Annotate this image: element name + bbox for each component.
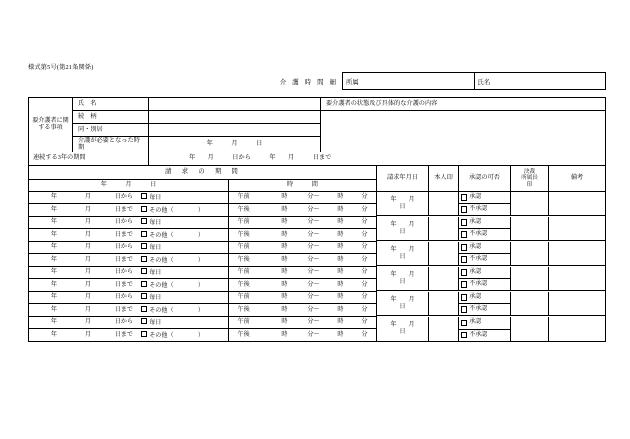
row-pm-minute: 分 (361, 206, 368, 213)
row-decision-seal[interactable] (511, 192, 549, 216)
row-am-label: 午前 (237, 319, 250, 326)
row-am-label: 午前 (237, 194, 250, 201)
table-row (29, 242, 605, 267)
applicant-item-row-residence (73, 124, 320, 137)
checkbox-icon[interactable] (141, 256, 147, 262)
checkbox-icon[interactable] (141, 293, 147, 299)
checkbox-icon[interactable] (141, 306, 147, 312)
checkbox-icon[interactable] (141, 218, 147, 224)
row-from-month: 月 (84, 319, 91, 326)
row-time-am[interactable] (229, 317, 376, 329)
row-am-minute: 分 (361, 194, 368, 201)
row-period-date (29, 292, 229, 317)
row-period-from[interactable] (29, 317, 228, 329)
row-to-month: 月 (84, 331, 91, 338)
row-approval (459, 317, 511, 341)
applicant-left (29, 98, 321, 152)
row-to-year: 年 (50, 231, 57, 238)
row-pm-minute: 分 (361, 231, 368, 238)
checkbox-icon[interactable] (141, 231, 147, 237)
row-time-pm[interactable] (229, 279, 376, 291)
row-pm-hour: 時 (281, 256, 288, 263)
row-time-am[interactable] (229, 267, 376, 279)
row-from-month: 月 (84, 219, 91, 226)
row-other-check[interactable]: その他（ ） (141, 281, 204, 290)
row-am-hour: 時 (281, 319, 288, 326)
row-other-check[interactable]: その他（ ） (141, 206, 204, 215)
row-to-year: 年 (50, 281, 57, 288)
row-pm-minute: 分 (361, 306, 368, 313)
checkbox-icon[interactable] (461, 269, 467, 275)
row-pm-hour: 時 (281, 281, 288, 288)
applicant-relation-value[interactable] (149, 111, 320, 124)
row-period-time (229, 317, 377, 341)
row-period-to[interactable] (29, 304, 228, 316)
row-from-year: 年 (50, 244, 57, 251)
row-approval (459, 242, 511, 266)
decision-header-line1: 決裁 (523, 169, 536, 176)
row-disapprove-option[interactable]: 不承認 (459, 229, 510, 240)
applicant-block-label-line1: 要介護者に関 (32, 118, 69, 125)
row-disapprove-option[interactable]: 不承認 (459, 204, 510, 215)
row-period-time (229, 242, 377, 267)
applicant-residence-label: 同・別居 (73, 124, 149, 137)
row-am-minute-from: 分～ (307, 219, 320, 226)
page-title: 介 護 時 間 細 (279, 78, 339, 86)
row-from-day: 日から (114, 319, 133, 326)
row-approval (459, 267, 511, 291)
checkbox-icon[interactable] (141, 318, 147, 324)
row-daily-check[interactable]: 毎日 (141, 318, 161, 327)
row-am-label: 午前 (237, 269, 250, 276)
checkbox-icon[interactable] (461, 206, 467, 212)
row-disapprove-option[interactable]: 不承認 (459, 254, 510, 265)
decision-header-line2: 所属長 (521, 175, 538, 182)
checkbox-icon[interactable] (141, 281, 147, 287)
row-to-month: 月 (84, 281, 91, 288)
row-other-check[interactable]: その他（ ） (141, 231, 204, 240)
applicant-start-value[interactable]: 年 月 日 (206, 140, 263, 148)
row-remarks[interactable] (549, 267, 605, 291)
row-am-hour2: 時 (337, 294, 344, 301)
row-request-date[interactable]: 年 月 日 (377, 317, 429, 341)
table-row (29, 267, 605, 292)
row-remarks[interactable] (549, 217, 605, 241)
table-row (29, 317, 605, 341)
row-pm-minute-from: 分～ (307, 331, 320, 338)
row-am-minute-from: 分～ (307, 194, 320, 201)
approval-header: 承認の可否 (459, 166, 511, 192)
row-decision-seal[interactable] (511, 292, 549, 316)
row-decision-seal[interactable] (511, 217, 549, 241)
row-daily-check[interactable]: 毎日 (141, 218, 161, 227)
row-am-hour2: 時 (337, 244, 344, 251)
row-period-from[interactable] (29, 242, 228, 254)
row-time-pm[interactable] (229, 204, 376, 216)
row-remarks[interactable] (549, 317, 605, 341)
row-am-hour2: 時 (337, 194, 344, 201)
row-request-date[interactable]: 年 月 日 (377, 192, 429, 216)
period-time-header: 時 間 (229, 180, 376, 192)
row-from-month: 月 (84, 269, 91, 276)
row-am-minute-from: 分～ (307, 294, 320, 301)
row-am-hour: 時 (281, 194, 288, 201)
condition-header: 要介護者の状態及び具体的な介護の内容 (321, 98, 605, 111)
checkbox-icon[interactable] (461, 219, 467, 225)
row-pm-label: 午後 (237, 331, 250, 338)
row-from-year: 年 (50, 269, 57, 276)
row-pm-hour: 時 (281, 306, 288, 313)
checkbox-icon[interactable] (141, 193, 147, 199)
checkbox-icon[interactable] (461, 306, 467, 312)
row-from-day: 日から (114, 194, 133, 201)
row-pm-hour2: 時 (337, 206, 344, 213)
row-period-from[interactable] (29, 292, 228, 304)
row-to-day: 日まで (114, 281, 133, 288)
row-daily-check[interactable]: 毎日 (141, 243, 161, 252)
row-approval (459, 192, 511, 216)
row-am-minute-from: 分～ (307, 319, 320, 326)
checkbox-icon[interactable] (461, 320, 467, 326)
applicant-relation-label: 続 柄 (73, 111, 149, 124)
row-pm-minute-from: 分～ (307, 206, 320, 213)
row-to-year: 年 (50, 331, 57, 338)
row-pm-hour2: 時 (337, 331, 344, 338)
condition-block (321, 98, 605, 152)
row-approval (459, 292, 511, 316)
row-am-minute-from: 分～ (307, 244, 320, 251)
applicant-left-inner (29, 98, 320, 152)
row-period-date (29, 242, 229, 267)
row-am-minute: 分 (361, 244, 368, 251)
row-pm-hour: 時 (281, 231, 288, 238)
row-to-month: 月 (84, 206, 91, 213)
row-disapprove-option[interactable]: 不承認 (459, 279, 510, 290)
row-am-label: 午前 (237, 219, 250, 226)
row-from-day: 日から (114, 219, 133, 226)
header-field-affiliation (342, 72, 474, 90)
row-period-from[interactable] (29, 267, 228, 279)
row-to-year: 年 (50, 306, 57, 313)
row-remarks[interactable] (549, 292, 605, 316)
row-pm-minute: 分 (361, 256, 368, 263)
condition-value[interactable] (321, 111, 605, 152)
row-pm-minute-from: 分～ (307, 306, 320, 313)
checkbox-icon[interactable] (141, 331, 147, 337)
row-from-year: 年 (50, 319, 57, 326)
period-subheaders (29, 180, 376, 192)
row-time-pm[interactable] (229, 229, 376, 241)
personal-seal-header: 本人印 (429, 166, 459, 192)
decision-header (511, 166, 549, 192)
header-field-affiliation-label: 所属 (346, 78, 359, 86)
row-from-day: 日から (114, 294, 133, 301)
form-number: 様式第5号(第21条関係) (28, 64, 94, 71)
row-pm-label: 午後 (237, 206, 250, 213)
row-am-minute-from: 分～ (307, 269, 320, 276)
applicant-block-label-line2: する事項 (38, 125, 63, 131)
checkbox-icon[interactable] (461, 332, 467, 338)
row-pm-hour2: 時 (337, 231, 344, 238)
row-approve-option[interactable]: 承認 (459, 267, 510, 279)
header-field-affiliation-value[interactable] (373, 73, 474, 89)
applicant-name-label: 氏 名 (73, 98, 149, 111)
row-personal-seal[interactable] (429, 192, 459, 216)
row-pm-label: 午後 (237, 306, 250, 313)
three-year-value[interactable]: 年 月 日から 年 月 日まで (149, 152, 605, 166)
row-period-date (29, 267, 229, 292)
row-period-date (29, 317, 229, 341)
row-from-month: 月 (84, 244, 91, 251)
row-time-pm[interactable] (229, 254, 376, 266)
row-time-am[interactable] (229, 292, 376, 304)
period-group-header: 請 求 の 期 間 (29, 166, 376, 180)
row-pm-hour2: 時 (337, 256, 344, 263)
row-other-check[interactable]: その他（ ） (141, 331, 204, 340)
table-row (29, 192, 605, 217)
row-pm-minute-from: 分～ (307, 281, 320, 288)
row-to-month: 月 (84, 256, 91, 263)
row-other-check[interactable]: その他（ ） (141, 256, 204, 265)
row-pm-minute-from: 分～ (307, 231, 320, 238)
row-period-date (29, 217, 229, 242)
applicant-items (73, 98, 320, 152)
row-disapprove-option[interactable]: 不承認 (459, 330, 510, 342)
applicant-name-value[interactable] (149, 98, 320, 111)
row-am-minute: 分 (361, 219, 368, 226)
row-to-month: 月 (84, 231, 91, 238)
row-pm-minute: 分 (361, 331, 368, 338)
checkbox-icon[interactable] (461, 281, 467, 287)
row-approve-option[interactable]: 承認 (459, 217, 510, 229)
row-am-label: 午前 (237, 294, 250, 301)
row-to-year: 年 (50, 256, 57, 263)
row-period-to[interactable] (29, 254, 228, 266)
row-from-day: 日から (114, 244, 133, 251)
row-period-to[interactable] (29, 204, 228, 216)
row-am-minute: 分 (361, 294, 368, 301)
row-personal-seal[interactable] (429, 292, 459, 316)
applicant-block-label (29, 98, 73, 152)
row-pm-hour2: 時 (337, 306, 344, 313)
row-period-time (229, 267, 377, 292)
checkbox-icon[interactable] (461, 256, 467, 262)
row-period-to[interactable] (29, 279, 228, 291)
applicant-item-row-name (73, 98, 320, 111)
row-personal-seal[interactable] (429, 267, 459, 291)
row-decision-seal[interactable] (511, 267, 549, 291)
row-am-label: 午前 (237, 244, 250, 251)
row-from-month: 月 (84, 294, 91, 301)
row-decision-seal[interactable] (511, 242, 549, 266)
row-approve-option[interactable]: 承認 (459, 292, 510, 304)
row-period-to[interactable] (29, 229, 228, 241)
row-period-time (229, 217, 377, 242)
row-pm-label: 午後 (237, 231, 250, 238)
row-pm-hour: 時 (281, 206, 288, 213)
row-am-hour2: 時 (337, 219, 344, 226)
row-to-day: 日まで (114, 231, 133, 238)
row-am-hour: 時 (281, 294, 288, 301)
row-from-day: 日から (114, 269, 133, 276)
row-period-from[interactable] (29, 217, 228, 229)
row-request-date[interactable]: 年 月 日 (377, 217, 429, 241)
checkbox-icon[interactable] (461, 231, 467, 237)
applicant-section (29, 98, 605, 152)
row-daily-check[interactable]: 毎日 (141, 193, 161, 202)
checkbox-icon[interactable] (461, 294, 467, 300)
row-approve-option[interactable]: 承認 (459, 192, 510, 204)
row-from-year: 年 (50, 294, 57, 301)
row-pm-label: 午後 (237, 256, 250, 263)
row-request-date[interactable]: 年 月 日 (377, 292, 429, 316)
row-time-am[interactable] (229, 192, 376, 204)
applicant-item-row-start (73, 137, 320, 152)
applicant-item-row-relation (73, 111, 320, 124)
row-am-hour2: 時 (337, 269, 344, 276)
row-am-minute: 分 (361, 269, 368, 276)
row-pm-minute: 分 (361, 281, 368, 288)
checkbox-icon[interactable] (141, 206, 147, 212)
table-body (29, 192, 605, 341)
row-time-pm[interactable] (229, 304, 376, 316)
row-am-hour: 時 (281, 244, 288, 251)
row-am-minute: 分 (361, 319, 368, 326)
row-other-check[interactable]: その他（ ） (141, 306, 204, 315)
row-request-date[interactable]: 年 月 日 (377, 242, 429, 266)
row-to-day: 日まで (114, 206, 133, 213)
row-time-am[interactable] (229, 242, 376, 254)
table-header (29, 166, 605, 192)
row-pm-hour: 時 (281, 331, 288, 338)
row-remarks[interactable] (549, 192, 605, 216)
row-period-from[interactable] (29, 192, 228, 204)
row-from-year: 年 (50, 194, 57, 201)
checkbox-icon[interactable] (141, 243, 147, 249)
row-approve-option[interactable]: 承認 (459, 242, 510, 254)
row-personal-seal[interactable] (429, 217, 459, 241)
checkbox-icon[interactable] (461, 244, 467, 250)
row-period-time (229, 292, 377, 317)
row-am-hour: 時 (281, 269, 288, 276)
header-row (276, 72, 606, 90)
row-to-month: 月 (84, 306, 91, 313)
row-request-date[interactable]: 年 月 日 (377, 267, 429, 291)
row-period-date (29, 192, 229, 217)
row-period-time (229, 192, 377, 217)
three-year-row (29, 152, 605, 166)
row-disapprove-option[interactable]: 不承認 (459, 304, 510, 315)
applicant-start-label: 介護が必要となった時期 (73, 137, 149, 152)
request-date-header: 請求年月日 (377, 166, 429, 192)
row-am-hour2: 時 (337, 319, 344, 326)
row-from-month: 月 (84, 194, 91, 201)
remarks-header: 備考 (549, 166, 605, 192)
row-personal-seal[interactable] (429, 242, 459, 266)
row-to-day: 日まで (114, 256, 133, 263)
row-pm-minute-from: 分～ (307, 256, 320, 263)
row-to-year: 年 (50, 206, 57, 213)
applicant-residence-value[interactable] (149, 124, 320, 137)
table-row (29, 292, 605, 317)
row-am-hour: 時 (281, 219, 288, 226)
row-approval (459, 217, 511, 241)
table-row (29, 217, 605, 242)
row-from-year: 年 (50, 219, 57, 226)
row-pm-label: 午後 (237, 281, 250, 288)
three-year-label: 連続する3年の期間 (29, 152, 149, 166)
header-field-name-value[interactable] (505, 73, 606, 89)
header-field-name (474, 72, 607, 90)
row-decision-seal[interactable] (511, 317, 549, 341)
row-personal-seal[interactable] (429, 317, 459, 341)
row-to-day: 日まで (114, 306, 133, 313)
row-pm-hour2: 時 (337, 281, 344, 288)
period-date-header: 年 月 日 (29, 180, 229, 192)
row-to-day: 日まで (114, 331, 133, 338)
checkbox-icon[interactable] (141, 268, 147, 274)
decision-header-line3: 印 (526, 181, 533, 188)
row-time-am[interactable] (229, 217, 376, 229)
row-remarks[interactable] (549, 242, 605, 266)
row-approve-option[interactable]: 承認 (459, 317, 510, 330)
row-daily-check[interactable]: 毎日 (141, 293, 161, 302)
checkbox-icon[interactable] (461, 194, 467, 200)
row-daily-check[interactable]: 毎日 (141, 268, 161, 277)
row-time-pm[interactable] (229, 329, 376, 341)
row-period-to[interactable] (29, 329, 228, 341)
main-table (28, 97, 606, 342)
period-group (29, 166, 377, 192)
header-field-name-label: 氏名 (477, 78, 491, 86)
